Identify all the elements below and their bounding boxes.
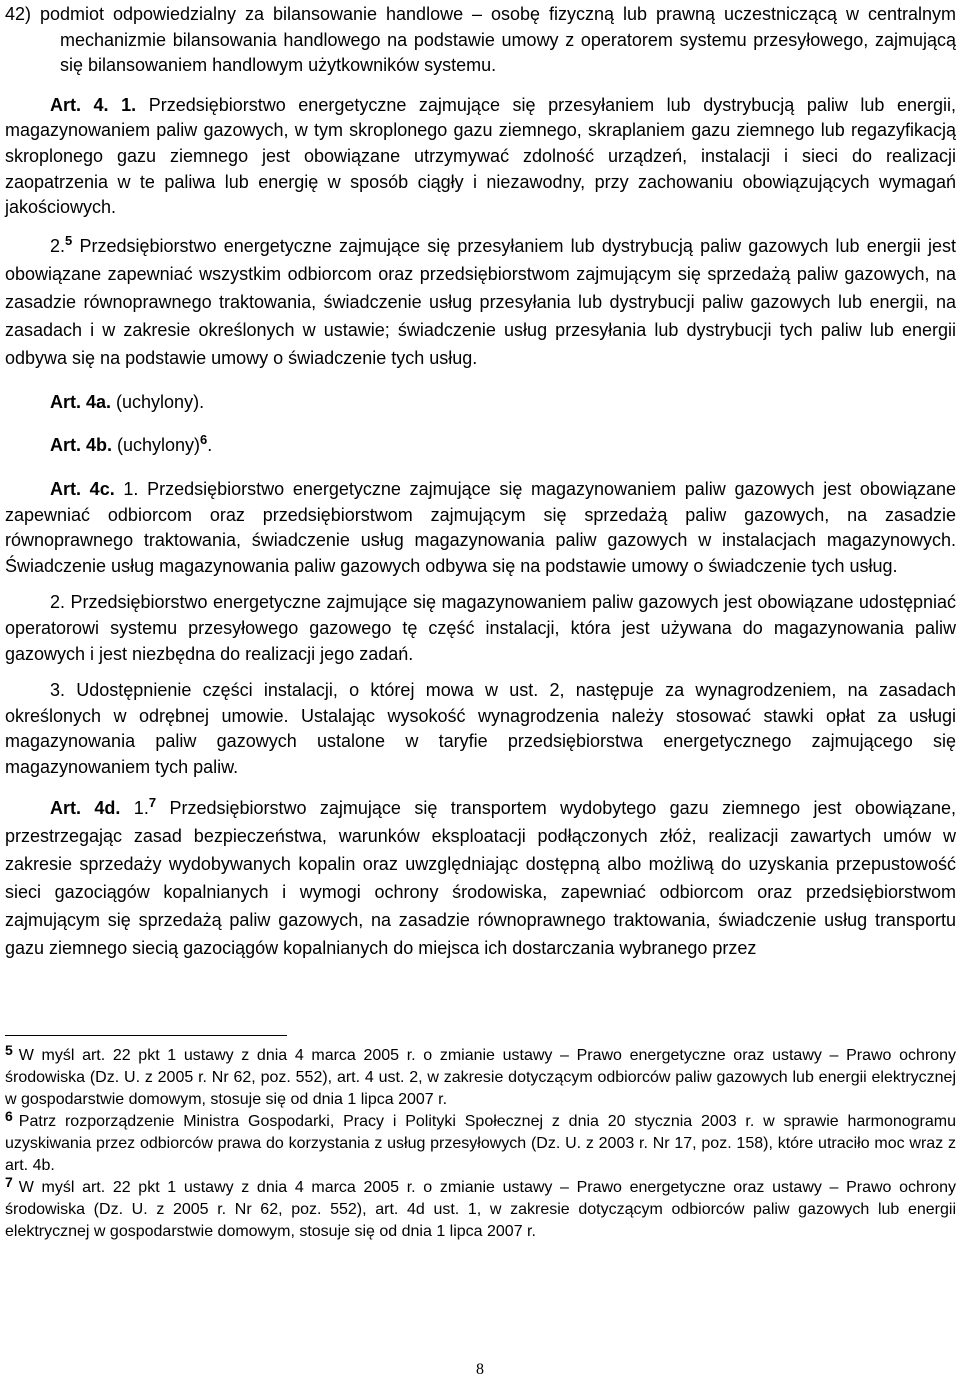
footnote-7: $^7$ W myśl art. 22 pkt 1 ustawy z dnia 4 marca 2005 r. o zmianie ustawy – Prawo energetyczne oraz ustawy – Prawo ochrony środowiska (Dz. U. z 2005 r. Nr 62, poz. 552), art. 4d ust. 1, w zakresie dotyczącym odbiorców paliw gazowych lub energii elektrycznej w gospodarstwie domowym, stosuje się od dnia 1 lipca 2007 r. bbox=[5, 1174, 956, 1240]
art-4-par-1: Art. 4. 1. Przedsiębiorstwo energetyczne zajmujące się przesyłaniem lub dystrybucją paliw lub energii, magazynowaniem paliw gazowych, w tym skroplonego gazu ziemnego, skraplaniem gazu ziemnego lub regazyfikacją skroplonego gazu ziemnego jest obowiązane utrzymywać zdolność urządzeń, instalacji i sieci do realizacji zaopatrzenia w te paliwa lub energię w sposób ciągły i niezawodny, przy zachowaniu obowiązujących wymagań jakościowych. bbox=[5, 94, 957, 218]
art-4a: Art. 4a. (uchylony). bbox=[50, 391, 205, 412]
footnote-separator bbox=[5, 1035, 287, 1036]
art-4-par-2: 2.$^5$ Przedsiębiorstwo energetyczne zajmujące się przesyłaniem lub dystrybucją paliw gazowych lub energii jest obowiązane zapewniać wszystkim odbiorcom oraz przedsiębiorstwom zajmującym się sprzedażą paliw gazowych, na zasadzie równoprawnego traktowania, świadczenie usług przesyłania lub dystrybucji paliw gazowych lub energii, na zasadach i w zakresie określonych w ustawie; świadczenie usług przesyłania lub dystrybucji tych paliw lub energii odbywa się na podstawie umowy o świadczenie tych usług. bbox=[5, 232, 956, 368]
art-4c-par-3: 3. Udostępnienie części instalacji, o której mowa w ust. 2, następuje za wynagrodzeniem, na zasadach określonych w odrębnej umowie. Ustalając wysokość wynagrodzenia należy stosować stawki opłat za usługi magazynowania paliw gazowych ustalone w taryfie przedsiębiorstwa energetycznego zajmującego się magazynowaniem tych paliw. bbox=[5, 680, 956, 777]
article-label: Art. 4a. bbox=[50, 391, 112, 412]
article-label: Art. 4b. bbox=[50, 435, 113, 456]
footnote-ref-7[interactable]: 7 bbox=[148, 795, 157, 811]
article-label: Art. 4d. bbox=[50, 798, 121, 819]
definition-item-42: 42) podmiot odpowiedzialny za bilansowanie handlowe – osobę fizyczną lub prawną uczestniczącą w centralnym mechanizmie bilansowania handlowego na podstawie umowy z operatorem systemu przesyłowego, zajmującą się bilansowaniem handlowym użytkowników systemu. bbox=[5, 4, 956, 76]
footnote-5: $^5$ W myśl art. 22 pkt 1 ustawy z dnia 4 marca 2005 r. o zmianie ustawy – Prawo energetyczne oraz ustawy – Prawo ochrony środowiska (Dz. U. z 2005 r. Nr 62, poz. 552), art. 4 ust. 2, w zakresie dotyczącym odbiorców paliw gazowych lub energii elektrycznej w gospodarstwie domowym, stosuje się od dnia 1 lipca 2007 r. bbox=[5, 1042, 956, 1108]
footnote-ref-6[interactable]: 6 bbox=[200, 432, 208, 448]
footnote-ref-5[interactable]: 5 bbox=[65, 232, 73, 248]
art-4c-par-1: Art. 4c. 1. Przedsiębiorstwo energetyczne zajmujące się magazynowaniem paliw gazowych jest obowiązane zapewniać odbiorcom oraz przedsiębiorstwom zajmującym się sprzedażą paliw gazowych, na zasadzie równoprawnego traktowania, świadczenie usług magazynowania paliw gazowych w instalacjach magazynowych. Świadczenie usług magazynowania paliw gazowych odbywa się na podstawie umowy o świadczenie tych usług. bbox=[5, 478, 956, 576]
article-label: Art. 4. 1. bbox=[50, 94, 137, 115]
page-number: 8 bbox=[476, 1361, 484, 1378]
article-label: Art. 4c. bbox=[50, 478, 115, 499]
footnotes bbox=[5, 1042, 956, 1243]
art-4c-par-2: 2. Przedsiębiorstwo energetyczne zajmujące się magazynowaniem paliw gazowych jest obowiązane udostępniać operatorowi systemu przesyłowego gazowego tę część instalacji, która jest używana do magazynowania paliw gazowych i jest niezbędna do realizacji jego zadań. bbox=[5, 592, 956, 664]
footnote-6: $^6$ Patrz rozporządzenie Ministra Gospodarki, Pracy i Polityki Społecznej z dnia 20 stycznia 2003 r. w sprawie harmonogramu uzyskiwania przez odbiorców prawa do korzystania z usług przesyłowych (Dz. U. z 2003 r. Nr 17, poz. 158), które utraciło moc wraz z art. 4b. bbox=[5, 1108, 956, 1174]
main-text bbox=[5, 2, 956, 962]
art-4d-par-1: Art. 4d. 1.$^7$ Przedsiębiorstwo zajmujące się transportem wydobytego gazu ziemnego jest obowiązane, przestrzegając zasad bezpieczeństwa, warunków eksploatacji podłączonych złóż, realizacji zawartych umów w zakresie sprzedaży wydobywanych kopalin oraz uwzględniając dostępną albo możliwą do uzyskania przepustowość sieci gazociągów kopalnianych i wymogi ochrony środowiska, zapewniać odbiorcom oraz przedsiębiorstwom zajmującym się sprzedażą paliw gazowych, na zasadzie równoprawnego traktowania, świadczenie usług transportu gazu ziemnego siecią gazociągów kopalnianych do miejsca ich dostarczania wybranego przez bbox=[5, 795, 956, 959]
art-4b: Art. 4b. (uchylony)$^6$. bbox=[50, 432, 213, 456]
